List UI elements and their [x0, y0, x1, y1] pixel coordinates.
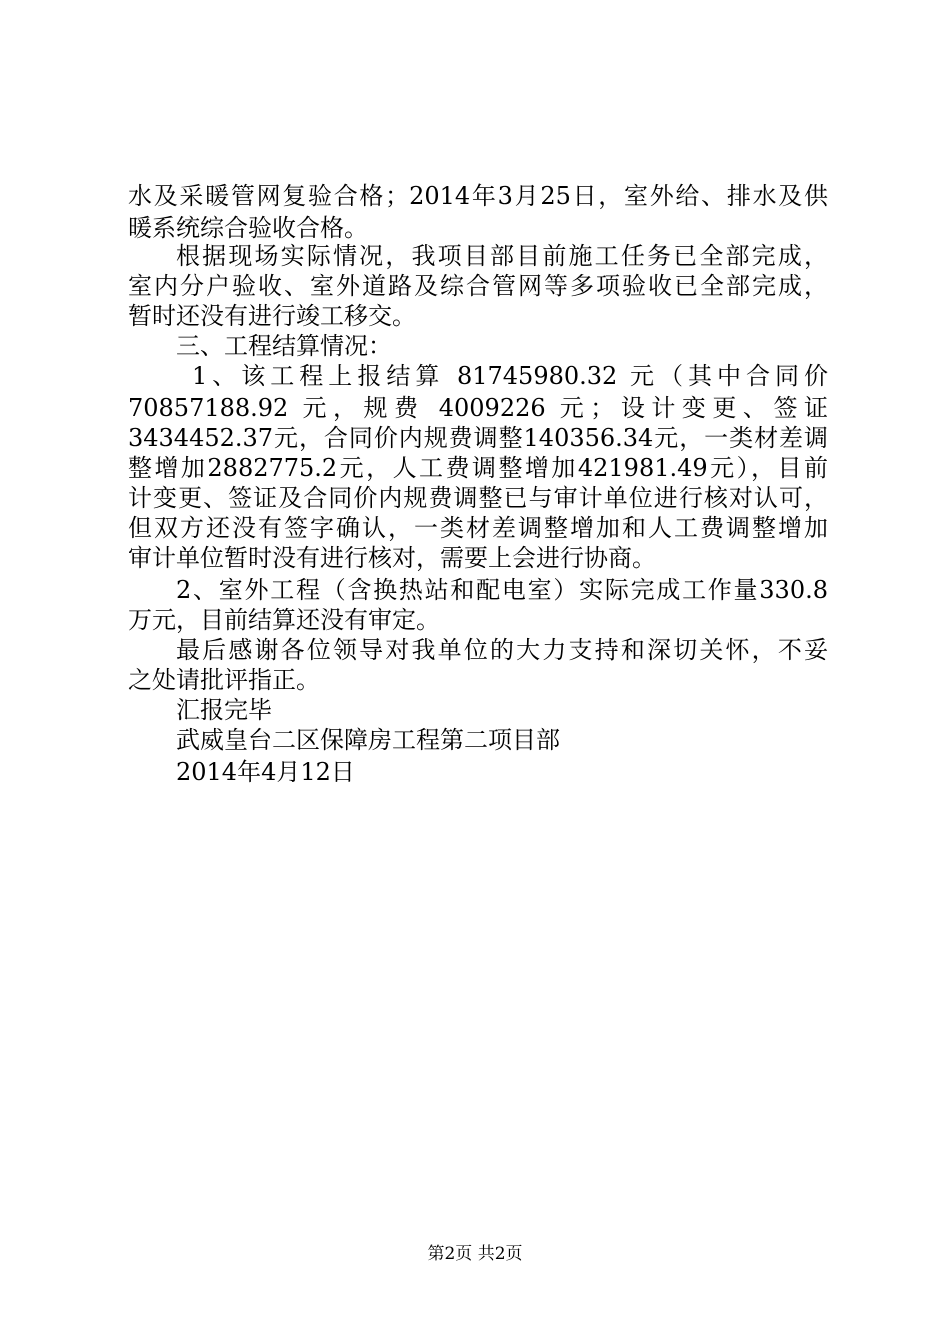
section-heading: 三、工程结算情况： [176, 332, 392, 360]
body-line: 计变更、签证及合同价内规费调整已与审计单位进行核对认可， [128, 484, 828, 512]
body-line: 之处请批评指正。 [128, 666, 320, 694]
body-line: 但双方还没有签字确认，一类材差调整增加和人工费调整增加 [128, 514, 828, 542]
body-line: 70857188.92 元，规费 4009226 元；设计变更、签证 [128, 394, 828, 422]
page-footer: 第2页 共2页 [427, 1244, 523, 1264]
body-line: 审计单位暂时没有进行核对，需要上会进行协商。 [128, 544, 656, 572]
signature-date: 2014年4月12日 [176, 758, 355, 786]
body-line: 3434452.37元，合同价内规费调整140356.34元，一类材差调 [128, 424, 828, 452]
body-line: 暖系统综合验收合格。 [128, 214, 368, 242]
body-line: 根据现场实际情况，我项目部目前施工任务已全部完成， [176, 242, 828, 270]
body-line: 暂时还没有进行竣工移交。 [128, 302, 416, 330]
closing-line: 汇报完毕 [176, 696, 272, 724]
body-line: 1、该工程上报结算 81745980.32 元（其中合同价 [192, 362, 828, 390]
body-line: 整增加2882775.2元，人工费调整增加421981.49元），目前 [128, 454, 828, 482]
body-line: 2、室外工程（含换热站和配电室）实际完成工作量330.8 [176, 576, 828, 604]
signature-organization: 武威皇台二区保障房工程第二项目部 [176, 726, 560, 754]
body-line: 水及采暖管网复验合格；2014年3月25日，室外给、排水及供 [128, 182, 828, 210]
body-line: 最后感谢各位领导对我单位的大力支持和深切关怀，不妥 [176, 636, 828, 664]
body-line: 室内分户验收、室外道路及综合管网等多项验收已全部完成， [128, 272, 828, 300]
body-line: 万元，目前结算还没有审定。 [128, 606, 440, 634]
